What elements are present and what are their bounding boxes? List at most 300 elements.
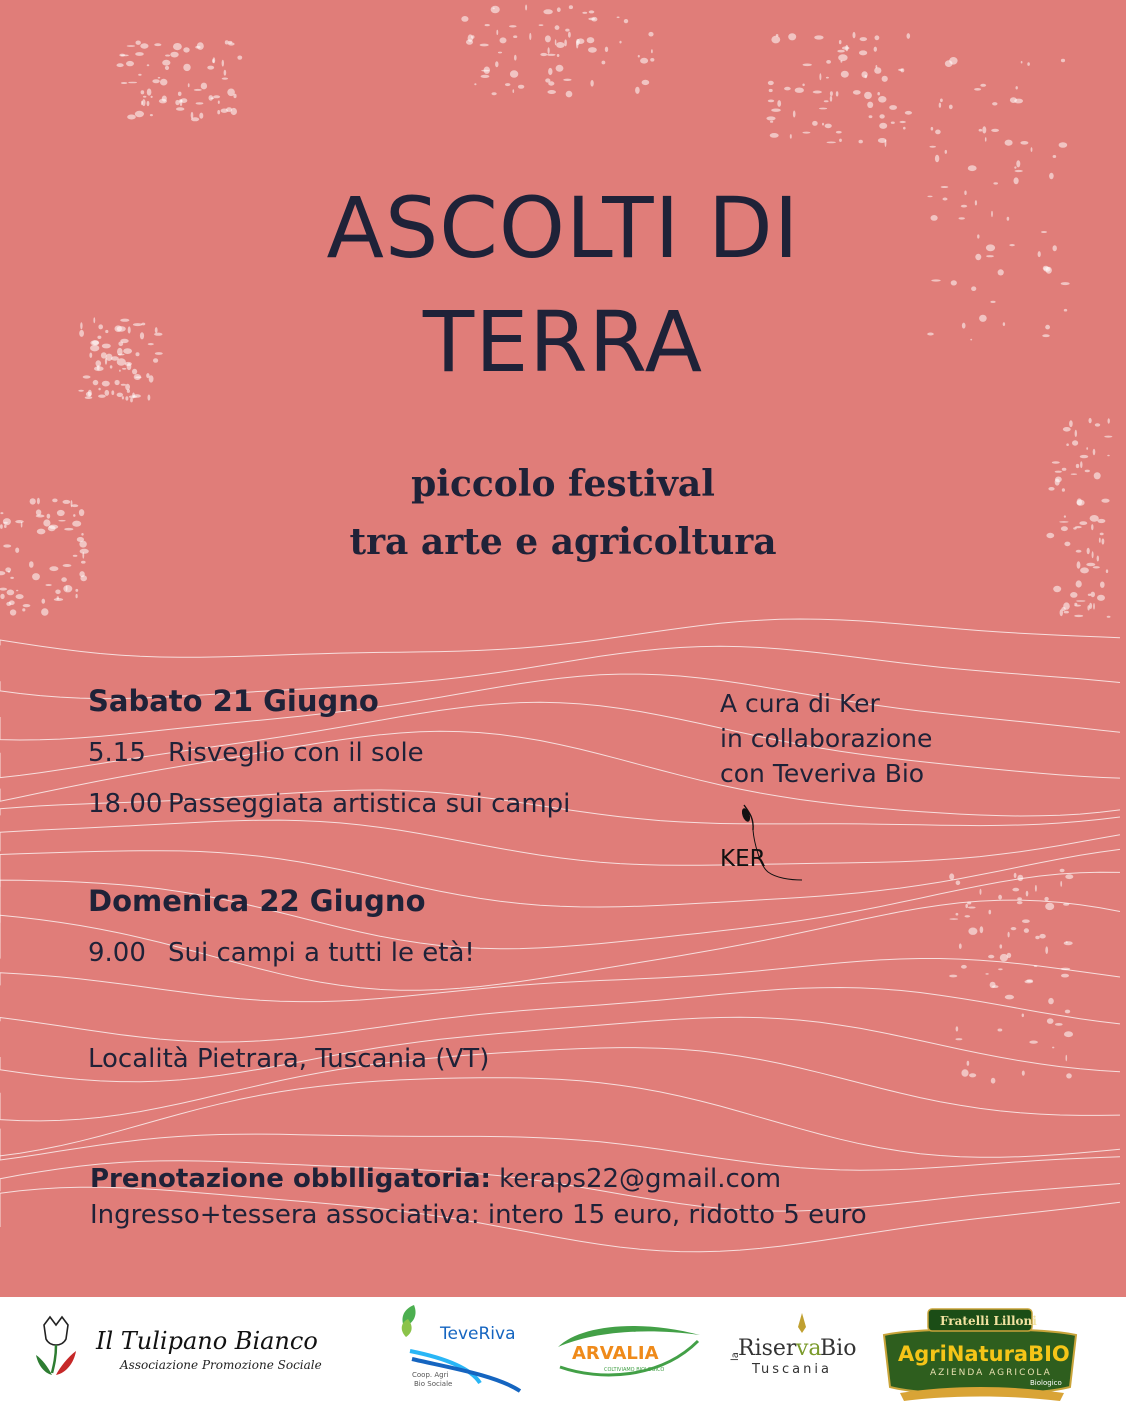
speckle — [22, 608, 25, 611]
speckle — [882, 76, 888, 82]
speckle — [218, 101, 220, 104]
speckle — [1026, 979, 1033, 982]
speckle — [61, 577, 67, 582]
day-2-time-1: 9.00 — [88, 938, 146, 968]
speckle — [1070, 592, 1077, 598]
speckle — [651, 49, 653, 53]
speckle — [1069, 420, 1073, 427]
wave-line — [0, 820, 1120, 865]
speckle — [803, 64, 812, 67]
speckle — [1066, 443, 1069, 446]
speckle — [1066, 1073, 1072, 1078]
day-1-time-1: 5.15 — [88, 738, 146, 768]
speckle — [860, 37, 867, 41]
speckle — [617, 17, 620, 19]
speckle — [840, 60, 842, 62]
speckle — [931, 127, 934, 131]
speckle — [853, 32, 856, 38]
speckle — [956, 881, 961, 886]
speckle — [1048, 998, 1054, 1004]
speckle — [889, 105, 897, 110]
speckle — [201, 83, 207, 90]
speckle — [183, 64, 190, 71]
speckle — [170, 52, 178, 58]
speckle — [859, 50, 867, 55]
speckle — [1075, 430, 1077, 437]
speckle — [968, 165, 977, 171]
speckle — [1061, 282, 1070, 285]
day-2-heading: Domenica 22 Giugno — [88, 884, 426, 918]
speckle — [998, 895, 1002, 900]
speckle — [1063, 602, 1070, 609]
credit-line-2: in collaborazione — [720, 724, 933, 753]
speckle — [624, 19, 628, 23]
speckle — [874, 67, 881, 74]
speckle — [42, 599, 46, 604]
speckle — [956, 913, 959, 916]
sponsor-logos-strip — [0, 1297, 1126, 1407]
speckle — [136, 41, 141, 45]
speckle — [565, 29, 569, 32]
speckle — [968, 928, 977, 935]
arvalia-tagline: COLTIVIAMO BIOLOGICO — [604, 1367, 665, 1373]
speckle — [802, 132, 810, 134]
speckle — [650, 58, 654, 62]
speckle — [539, 24, 544, 26]
speckle — [992, 985, 998, 988]
speckle — [1008, 932, 1010, 938]
speckle — [63, 585, 72, 592]
speckle — [127, 45, 135, 47]
speckle — [826, 77, 829, 79]
teveriva-name: TeveRiva — [440, 1324, 516, 1344]
speckle — [795, 88, 804, 93]
speckle — [140, 43, 148, 48]
speckle — [982, 126, 986, 133]
speckle — [165, 55, 170, 57]
speckle — [556, 65, 564, 72]
speckle — [525, 5, 527, 11]
speckle — [1015, 170, 1023, 172]
speckle — [770, 121, 773, 123]
speckle — [75, 589, 78, 592]
speckle — [635, 87, 640, 94]
speckle — [138, 74, 141, 76]
speckle — [57, 596, 59, 599]
speckle — [836, 131, 842, 134]
speckle — [85, 396, 93, 399]
speckle — [493, 7, 495, 9]
speckle — [1074, 615, 1083, 617]
speckle — [150, 114, 153, 116]
speckle — [1027, 62, 1030, 66]
title-line-1: ASCOLTI DI — [326, 179, 800, 277]
riserva-prefix: la — [730, 1352, 741, 1361]
speckle — [76, 594, 78, 598]
speckle — [98, 395, 106, 398]
speckle — [1014, 99, 1023, 104]
subtitle-line-2: tra arte e agricoltura — [349, 521, 777, 563]
speckle — [86, 392, 92, 397]
riserva-name-1: Riser — [738, 1336, 797, 1361]
speckle — [233, 94, 236, 98]
speckle — [590, 80, 593, 87]
speckle — [771, 36, 780, 44]
speckle — [939, 103, 941, 108]
speckle — [825, 124, 832, 129]
speckle — [955, 1038, 962, 1040]
speckle — [1066, 1055, 1068, 1062]
ker-logo — [716, 800, 816, 890]
speckle — [1060, 609, 1063, 616]
speckle — [1108, 418, 1110, 423]
speckle — [165, 66, 169, 70]
speckle — [566, 91, 573, 98]
speckle — [178, 92, 182, 96]
riserva-name-2: va — [796, 1336, 822, 1361]
speckle — [949, 873, 954, 879]
speckle — [548, 68, 552, 75]
speckle — [588, 47, 597, 53]
booking-label: Prenotazione obblligatoria: — [90, 1164, 491, 1194]
speckle — [836, 91, 839, 96]
speckle — [209, 95, 214, 101]
agrinatura-tagline: AZIENDA AGRICOLA — [930, 1368, 1052, 1378]
subtitle-line-1: piccolo festival — [411, 463, 715, 505]
wave-line — [0, 619, 1120, 657]
agrinatura-top: Fratelli Lilloni — [940, 1314, 1037, 1328]
speckle — [1064, 941, 1073, 945]
speckle — [965, 904, 968, 908]
speckle — [1088, 594, 1091, 596]
speckle — [853, 90, 861, 95]
speckle — [949, 975, 957, 978]
speckle — [1060, 869, 1065, 872]
speckle — [1021, 61, 1023, 64]
speckle — [874, 47, 877, 52]
speckle — [1063, 427, 1071, 432]
speckle — [1024, 928, 1029, 933]
speckle — [878, 138, 887, 143]
speckle — [845, 45, 848, 51]
speckle — [891, 122, 895, 124]
speckle — [16, 590, 18, 592]
speckle — [8, 571, 10, 573]
speckle — [505, 83, 510, 86]
speckle — [1074, 605, 1081, 607]
speckle — [513, 35, 517, 38]
speckle — [6, 602, 11, 606]
speckle — [122, 396, 124, 399]
speckle — [859, 140, 863, 144]
speckle — [213, 95, 220, 98]
speckle — [0, 524, 3, 529]
speckle — [1031, 147, 1033, 152]
speckle — [819, 108, 827, 110]
speckle — [766, 116, 775, 120]
speckle — [992, 102, 997, 105]
speckle — [45, 584, 51, 586]
speckle — [869, 115, 873, 118]
speckle — [224, 70, 227, 76]
speckle — [147, 89, 152, 96]
speckle — [217, 110, 220, 114]
speckle — [1014, 873, 1017, 878]
speckle — [0, 512, 3, 514]
speckle — [228, 42, 235, 45]
speckle — [827, 142, 836, 144]
speckle — [1100, 582, 1105, 588]
speckle — [1035, 936, 1039, 939]
speckle — [176, 107, 184, 111]
speckle — [1060, 881, 1062, 887]
speckle — [7, 590, 15, 596]
speckle — [638, 55, 640, 58]
speckle — [196, 102, 204, 104]
speckle — [959, 943, 962, 949]
speckle — [142, 99, 145, 106]
speckle — [989, 910, 992, 915]
title-line-2: TERRA — [422, 293, 704, 391]
speckle — [790, 134, 792, 139]
speckle — [1087, 605, 1089, 610]
speckle — [555, 39, 557, 45]
speckle — [967, 1061, 970, 1066]
arvalia-name: ARVALIA — [572, 1343, 659, 1364]
speckle — [152, 79, 159, 83]
speckle — [1022, 919, 1030, 923]
wheat-icon — [798, 1313, 806, 1333]
speckle — [147, 101, 150, 106]
speckle — [191, 117, 199, 121]
speckle — [1093, 603, 1095, 610]
speckle — [898, 69, 903, 71]
speckle — [10, 577, 14, 579]
speckle — [543, 9, 552, 14]
speckle — [147, 64, 150, 66]
speckle — [905, 111, 912, 115]
speckle — [563, 79, 571, 81]
speckle — [0, 588, 7, 591]
speckle — [160, 79, 167, 86]
speckle — [768, 81, 774, 85]
speckle — [907, 33, 911, 39]
speckle — [1091, 592, 1095, 598]
speckle — [474, 83, 476, 85]
speckle — [935, 130, 941, 135]
speckle — [903, 127, 906, 130]
speckle — [80, 575, 87, 581]
speckle — [1052, 1047, 1054, 1049]
speckle — [468, 34, 473, 42]
speckle — [956, 1026, 959, 1031]
speckle — [582, 12, 587, 14]
speckle — [481, 75, 490, 78]
speckle — [564, 39, 567, 46]
speckle — [974, 88, 981, 91]
credit-line-1: A cura di Ker — [720, 689, 880, 718]
speckle — [1005, 140, 1013, 146]
speckle — [66, 586, 68, 591]
day-1-heading: Sabato 21 Giugno — [88, 684, 379, 718]
speckle — [838, 54, 847, 61]
speckle — [991, 1078, 996, 1084]
speckle — [221, 109, 228, 113]
speckle — [1104, 436, 1112, 438]
teveriva-logo — [402, 1305, 520, 1391]
speckle — [813, 91, 822, 94]
speckle — [793, 111, 796, 118]
speckle — [1059, 142, 1068, 148]
speckle — [1022, 1071, 1025, 1076]
day-1-time-2: 18.00 — [88, 789, 163, 819]
speckle — [965, 915, 971, 917]
speckle — [802, 84, 804, 87]
speckle — [771, 109, 781, 112]
speckle — [529, 33, 531, 40]
speckle — [991, 129, 999, 132]
speckle — [980, 84, 986, 87]
agrinatura-bio-logo — [884, 1309, 1076, 1401]
speckle — [875, 35, 880, 40]
speckle — [839, 40, 842, 44]
speckle — [1020, 141, 1028, 145]
speckle — [231, 108, 237, 115]
speckle — [769, 89, 773, 92]
speckle — [777, 100, 781, 107]
speckle — [496, 30, 498, 35]
speckle — [1053, 155, 1057, 158]
speckle — [1011, 927, 1017, 930]
speckle — [0, 571, 5, 575]
speckle — [1014, 166, 1016, 168]
speckle — [557, 54, 560, 57]
speckle — [949, 105, 953, 110]
agrinatura-badge: Biologico — [1030, 1379, 1062, 1387]
speckle — [117, 393, 123, 397]
speckle — [945, 150, 947, 154]
speckle — [1044, 897, 1048, 901]
speckle — [0, 594, 4, 599]
speckle — [839, 139, 842, 142]
speckle — [1107, 616, 1111, 618]
speckle — [555, 25, 560, 30]
speckle — [491, 6, 500, 13]
speckle — [179, 99, 183, 103]
wave-line — [0, 988, 1120, 1043]
speckle — [500, 37, 507, 43]
speckle — [117, 63, 124, 67]
speckle — [830, 96, 832, 102]
speckle — [864, 92, 872, 99]
booking-email: keraps22@gmail.com — [499, 1164, 782, 1194]
speckle — [971, 286, 976, 291]
speckle — [841, 71, 849, 78]
speckle — [130, 398, 133, 403]
speckle — [1097, 595, 1105, 601]
speckle — [513, 89, 515, 93]
speckle — [119, 54, 125, 57]
speckle — [988, 955, 994, 959]
speckle — [125, 396, 128, 400]
speckle — [199, 113, 203, 119]
speckle — [1000, 944, 1003, 948]
riserva-bio-logo — [730, 1313, 856, 1377]
speckle — [135, 111, 144, 117]
event-location: Località Pietrara, Tuscania (VT) — [88, 1044, 490, 1074]
speckle — [514, 55, 517, 61]
speckle — [824, 100, 829, 102]
speckle — [222, 78, 228, 80]
speckle — [961, 965, 967, 969]
speckle — [998, 968, 1003, 970]
speckle — [1016, 160, 1020, 167]
speckle — [1107, 455, 1110, 457]
speckle — [985, 973, 988, 975]
speckle — [1066, 941, 1068, 943]
day-1-activity-2: Passeggiata artistica sui campi — [168, 789, 571, 819]
speckle — [979, 129, 983, 132]
speckle — [814, 35, 823, 39]
speckle — [23, 604, 31, 607]
speckle — [1064, 611, 1069, 614]
speckle — [194, 89, 202, 91]
speckle — [121, 82, 127, 84]
speckle — [545, 35, 551, 42]
speckle — [588, 18, 595, 21]
speckle — [547, 90, 556, 94]
speckle — [197, 42, 204, 50]
tulipano-name: Il Tulipano Bianco — [96, 1327, 318, 1355]
speckle — [1047, 1018, 1054, 1024]
speckle — [510, 70, 518, 77]
speckle — [568, 32, 571, 38]
speckle — [1089, 418, 1092, 423]
speckle — [980, 889, 982, 895]
speckle — [968, 907, 976, 909]
speckle — [548, 47, 550, 54]
speckle — [509, 25, 517, 27]
speckle — [151, 96, 153, 98]
speckle — [557, 7, 561, 12]
speckle — [619, 41, 621, 44]
tulipano-tagline: Associazione Promozione Sociale — [120, 1358, 322, 1372]
speckle — [1061, 974, 1069, 978]
speckle — [518, 85, 524, 89]
speckle — [1039, 934, 1045, 939]
speckle — [158, 77, 161, 79]
speckle — [1026, 891, 1029, 897]
speckle — [540, 53, 547, 56]
speckle — [141, 90, 145, 94]
speckle — [1035, 885, 1037, 892]
organizer-credits — [720, 686, 932, 791]
speckle — [556, 42, 565, 48]
speckle — [485, 24, 490, 26]
speckle — [1093, 449, 1096, 455]
speckle — [484, 67, 490, 74]
speckle — [1064, 1031, 1073, 1037]
speckle — [642, 80, 650, 85]
speckle — [154, 43, 161, 46]
speckle — [876, 65, 878, 68]
speckle — [784, 87, 791, 91]
riserva-place: Tuscania — [752, 1362, 832, 1377]
teveriva-sub-2: Bio Sociale — [414, 1380, 453, 1388]
speckle — [495, 61, 498, 67]
speckle — [183, 47, 189, 52]
speckle — [969, 1073, 976, 1077]
